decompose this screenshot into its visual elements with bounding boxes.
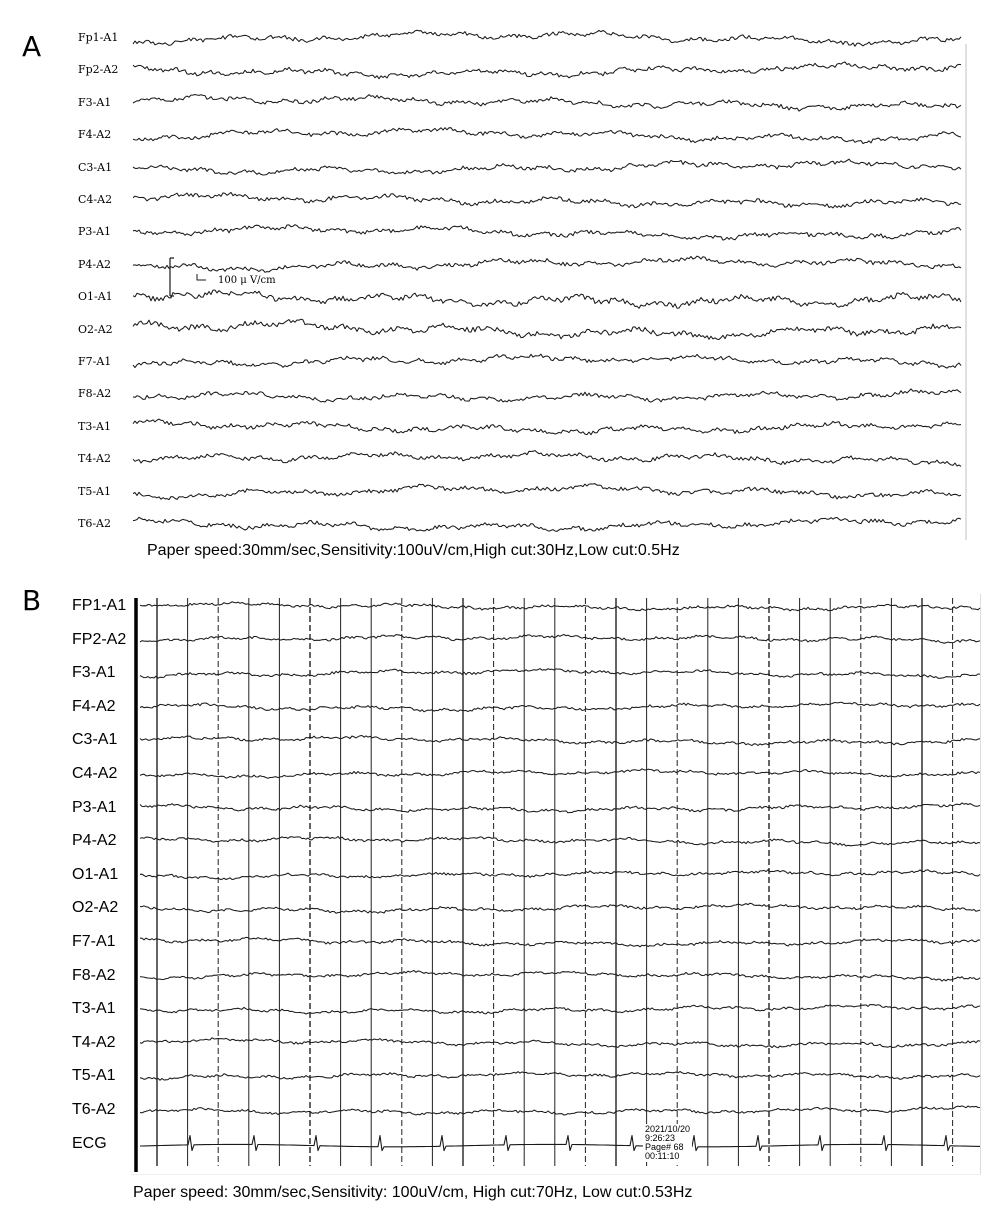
panel-a-channel-label: Fp1-A1 — [78, 31, 119, 44]
panel-b-ecg-trace — [140, 1133, 980, 1151]
stamp-elapsed: 00:11:10 — [645, 1151, 680, 1161]
panel-b-channel-label: F4-A2 — [72, 697, 116, 715]
panel-a-trace — [133, 354, 961, 368]
panel-a-channel-label: F8-A2 — [78, 387, 112, 401]
panel-b-channel-label: P4-A2 — [72, 832, 117, 850]
panel-a-label: A — [22, 30, 42, 63]
panel-a-trace — [133, 128, 961, 144]
panel-b-trace — [140, 937, 980, 946]
panel-a-trace — [133, 256, 961, 272]
panel-a-caption: Paper speed:30mm/sec,Sensitivity:100uV/cm,High cut:30Hz,Low cut:0.5Hz — [147, 542, 680, 559]
panel-b-label: B — [22, 584, 42, 617]
panel-a-trace — [133, 290, 961, 308]
panel-a-trace — [133, 419, 961, 435]
panel-a-trace — [133, 451, 961, 467]
panel-a-trace — [133, 389, 961, 402]
panel-a-channel-label: F7-A1 — [78, 355, 112, 368]
panel-b-trace — [140, 669, 980, 679]
panel-b-channel-label: P3-A1 — [72, 798, 117, 816]
panel-b-trace — [140, 1005, 980, 1015]
panel-a-channel-label: P3-A1 — [78, 225, 112, 239]
panel-b-trace — [140, 870, 980, 880]
panel-a-channel-label: T4-A2 — [78, 452, 111, 466]
panel-b-trace — [140, 1038, 980, 1048]
calibration-label: 100 μ V/cm — [218, 275, 276, 286]
panel-b-trace — [140, 971, 980, 982]
panel-b-trace — [140, 602, 980, 611]
panel-b-trace — [140, 1072, 980, 1081]
panel-b-channel-label: T3-A1 — [72, 1000, 116, 1018]
panel-b-channel-label: T4-A2 — [72, 1033, 116, 1051]
panel-b-channel-label: T5-A1 — [72, 1067, 116, 1085]
panel-b-channel-label: O2-A2 — [72, 899, 119, 917]
panel-a-channel-label: F4-A2 — [78, 128, 112, 142]
panel-b-caption: Paper speed: 30mm/sec,Sensitivity: 100uV/cm, High cut:70Hz, Low cut:0.53Hz — [133, 1184, 693, 1201]
calibration-bar — [170, 258, 174, 296]
stamp-time: 9:26:23 — [645, 1133, 676, 1143]
calibration-bracket — [197, 274, 206, 280]
panel-b-channel-label: FP2-A2 — [72, 630, 127, 648]
panel-a-trace — [133, 95, 961, 112]
panel-a-channel-label: T6-A2 — [78, 517, 111, 530]
panel-a-channel-label: O1-A1 — [78, 290, 113, 304]
panel-a-trace — [133, 62, 961, 79]
panel-b-trace — [140, 1106, 980, 1115]
panel-b-channel-label: T6-A2 — [72, 1101, 116, 1118]
panel-b-trace — [140, 702, 980, 712]
panel-a-channel-label: C4-A2 — [78, 193, 113, 206]
panel-b-trace — [140, 736, 980, 746]
panel-b-trace — [140, 803, 980, 813]
panel-b-channel-label: ECG — [72, 1134, 107, 1152]
panel-b-channel-label: FP1-A1 — [72, 597, 127, 614]
panel-a-channel-label: F3-A1 — [78, 95, 112, 109]
stamp-page: Page# 68 — [645, 1142, 684, 1152]
panel-b-channel-label: O1-A1 — [72, 865, 119, 883]
panel-a-channel-label: Fp2-A2 — [78, 63, 119, 77]
recording-stamp — [643, 1124, 692, 1162]
panel-a-channel-label: C3-A1 — [78, 160, 113, 174]
panel-a-trace — [133, 159, 961, 175]
panel-a-trace — [133, 225, 961, 240]
panel-b-trace — [140, 837, 980, 847]
panel-b-trace — [140, 769, 980, 778]
panel-a-trace — [133, 319, 961, 339]
panel-b-channel-label: F7-A1 — [72, 933, 116, 950]
panel-a-trace — [133, 30, 961, 46]
panel-a-trace — [133, 192, 961, 208]
panel-a-trace — [133, 517, 961, 531]
panel-b-trace — [140, 903, 980, 913]
panel-a-channel-label: O2-A2 — [78, 322, 113, 336]
panel-b-channel-label: C4-A2 — [72, 765, 118, 782]
panel-a-trace — [133, 484, 961, 500]
stamp-date: 2021/10/20 — [645, 1124, 691, 1134]
panel-a-channel-label: T5-A1 — [78, 484, 111, 498]
panel-a-channel-label: T3-A1 — [78, 419, 111, 433]
panel-a-channel-label: P4-A2 — [78, 257, 112, 271]
panel-b-channel-label: F3-A1 — [72, 664, 116, 682]
panel-b-channel-label: F8-A2 — [72, 966, 116, 984]
panel-b-channel-label: C3-A1 — [72, 731, 118, 749]
panel-b-trace — [140, 635, 980, 644]
